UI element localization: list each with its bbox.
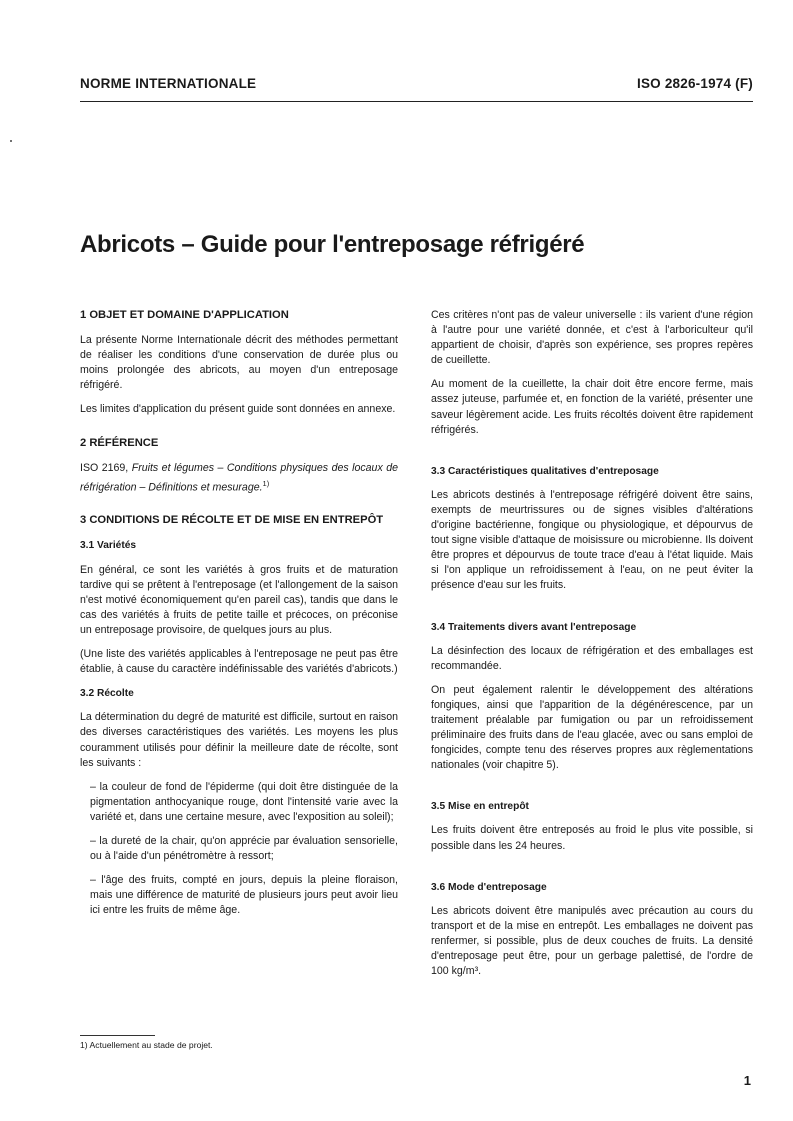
section-3-2-paragraph-1: La détermination du degré de maturité est difficile, surtout en raison des diverses caractéristiques des variétés. Les moyens les plus couramment utilisés pour définir la meilleure date de récolte, sont les suivants : (80, 711, 398, 769)
page-number: 1 (743, 1073, 751, 1088)
section-2-heading: 2 RÉFÉRENCE (80, 436, 159, 449)
section-3-1-paragraph-2: (Une liste des variétés applicables à l'entreposage ne peut pas être établie, à cause du caractère indéfinissable des variétés d'abricots.) (80, 648, 398, 676)
list-item: – l'âge des fruits, compté en jours, depuis la pleine floraison, mais une différence de maturité de plusieurs jours peut avoir lieu ici entre les fruits de même âge. (90, 874, 398, 917)
header-standard-number: ISO 2826-1974 (F) (637, 76, 753, 91)
document-title: Abricots – Guide pour l'entreposage réfrigéré (80, 231, 585, 258)
list-item: – la couleur de fond de l'épiderme (qui doit être distinguée de la pigmentation anthocyanique rouge, dont l'intensité varie avec la variété et, dans une certaine mesure, avec l'exposition au soleil); (90, 780, 398, 823)
right-column (431, 308, 753, 988)
section-3-2-paragraph-3: Au moment de la cueillette, la chair doit être encore ferme, mais assez juteuse, parfumée et, en fonction de la variété, présenter une saveur légèrement acide. Les fruits récoltés doivent être rapidement réfrigérés. (431, 378, 753, 436)
section-3-5-paragraph-1: Les fruits doivent être entreposés au froid le plus vite possible, si possible dans les 24 heures. (431, 824, 753, 852)
section-1-heading: 1 OBJET ET DOMAINE D'APPLICATION (80, 309, 289, 321)
section-3-4-heading: 3.4 Traitements divers avant l'entreposage (431, 621, 637, 633)
header-rule (80, 101, 753, 102)
section-3-3-heading: 3.3 Caractéristiques qualitatives d'entreposage (431, 465, 659, 477)
section-3-4-paragraph-2: On peut également ralentir le développement des altérations fongiques, ainsi que l'apparition de la dégénérescence, par un traitement préalable par fumigation ou par un refroidissement préliminaire des fruits dans de l'eau glacée, avec ou sans emploi de fongicides, compte tenu des réserves propres aux règlementations nationales (voir chapitre 5). (431, 683, 753, 772)
reference-number: ISO 2169, (80, 461, 129, 474)
section-3-2-paragraph-2: Ces critères n'ont pas de valeur universelle : ils varient d'une région à l'autre pour une variété donnée, et c'est à l'arboriculteur qu'il appartient de choisir, d'après son expérience, ses propres repères de cueillette. (431, 309, 753, 367)
header-standard-type: NORME INTERNATIONALE (80, 76, 257, 91)
reference-footnote-marker: 1) (262, 478, 270, 488)
section-2-reference (80, 461, 398, 496)
footnote-rule (80, 1035, 155, 1036)
section-3-3-paragraph-1: Les abricots destinés à l'entreposage réfrigéré doivent être sains, exempts de meurtrissures ou de signes visibles d'altérations d'origine bactérienne, fongique ou physiologique, et dépourvus de tout signe visible d'attaque de moisissure ou microbienne. Ils doivent être propres et dépourvus de toute trace d'eau à l'état liquide. Mais si l'on applique un refroidissement à l'eau, on ne peut éviter la présence d'eau sur les fruits. (431, 488, 753, 592)
section-3-2-heading: 3.2 Récolte (80, 688, 134, 700)
section-1-paragraph-2: Les limites d'application du présent guide sont données en annexe. (80, 403, 396, 416)
section-3-4-paragraph-1: La désinfection des locaux de réfrigération et des emballages est recommandée. (431, 644, 753, 672)
section-1-paragraph-1: La présente Norme Internationale décrit des méthodes permettant de réaliser les conditions d'une conservation de durée plus ou moins prolongée des abricots, au moyen d'un entreposage réfrigéré. (80, 334, 398, 392)
left-column (80, 308, 398, 927)
section-3-6-heading: 3.6 Mode d'entreposage (431, 881, 547, 893)
reference-title: Fruits et légumes – Conditions physiques des locaux de réfrigération – Définitions et mesurage. (80, 461, 399, 494)
list-item: – la dureté de la chair, qu'on apprécie par évaluation sensorielle, ou à l'aide d'un pénétromètre à ressort; (90, 834, 398, 863)
scan-speck (10, 140, 12, 142)
section-3-5-heading: 3.5 Mise en entrepôt (431, 801, 529, 813)
footnote: 1) Actuellement au stade de projet. (80, 1040, 213, 1050)
section-3-6-paragraph-1: Les abricots doivent être manipulés avec précaution au cours du transport et de la mise en entrepôt. Les emballages ne doivent pas renfermer, si possible, plus de deux couches de fruits. La densité d'entreposage peut être, pour un gerbage palettisé, de l'ordre de 100 kg/m³. (431, 904, 753, 978)
section-3-1-paragraph-1: En général, ce sont les variétés à gros fruits et de maturation tardive qui se prêtent à l'entreposage (et l'allongement de la saison n'est motivé économiquement qu'en pareil cas), tandis que dans le cas des variétés à fruits de petite taille et précoces, on préconise un entreposage provisoire, de quelques jours au plus. (80, 563, 398, 636)
section-3-1-heading: 3.1 Variétés (80, 540, 137, 552)
section-3-heading: 3 CONDITIONS DE RÉCOLTE ET DE MISE EN ENTREPÔT (80, 514, 384, 527)
